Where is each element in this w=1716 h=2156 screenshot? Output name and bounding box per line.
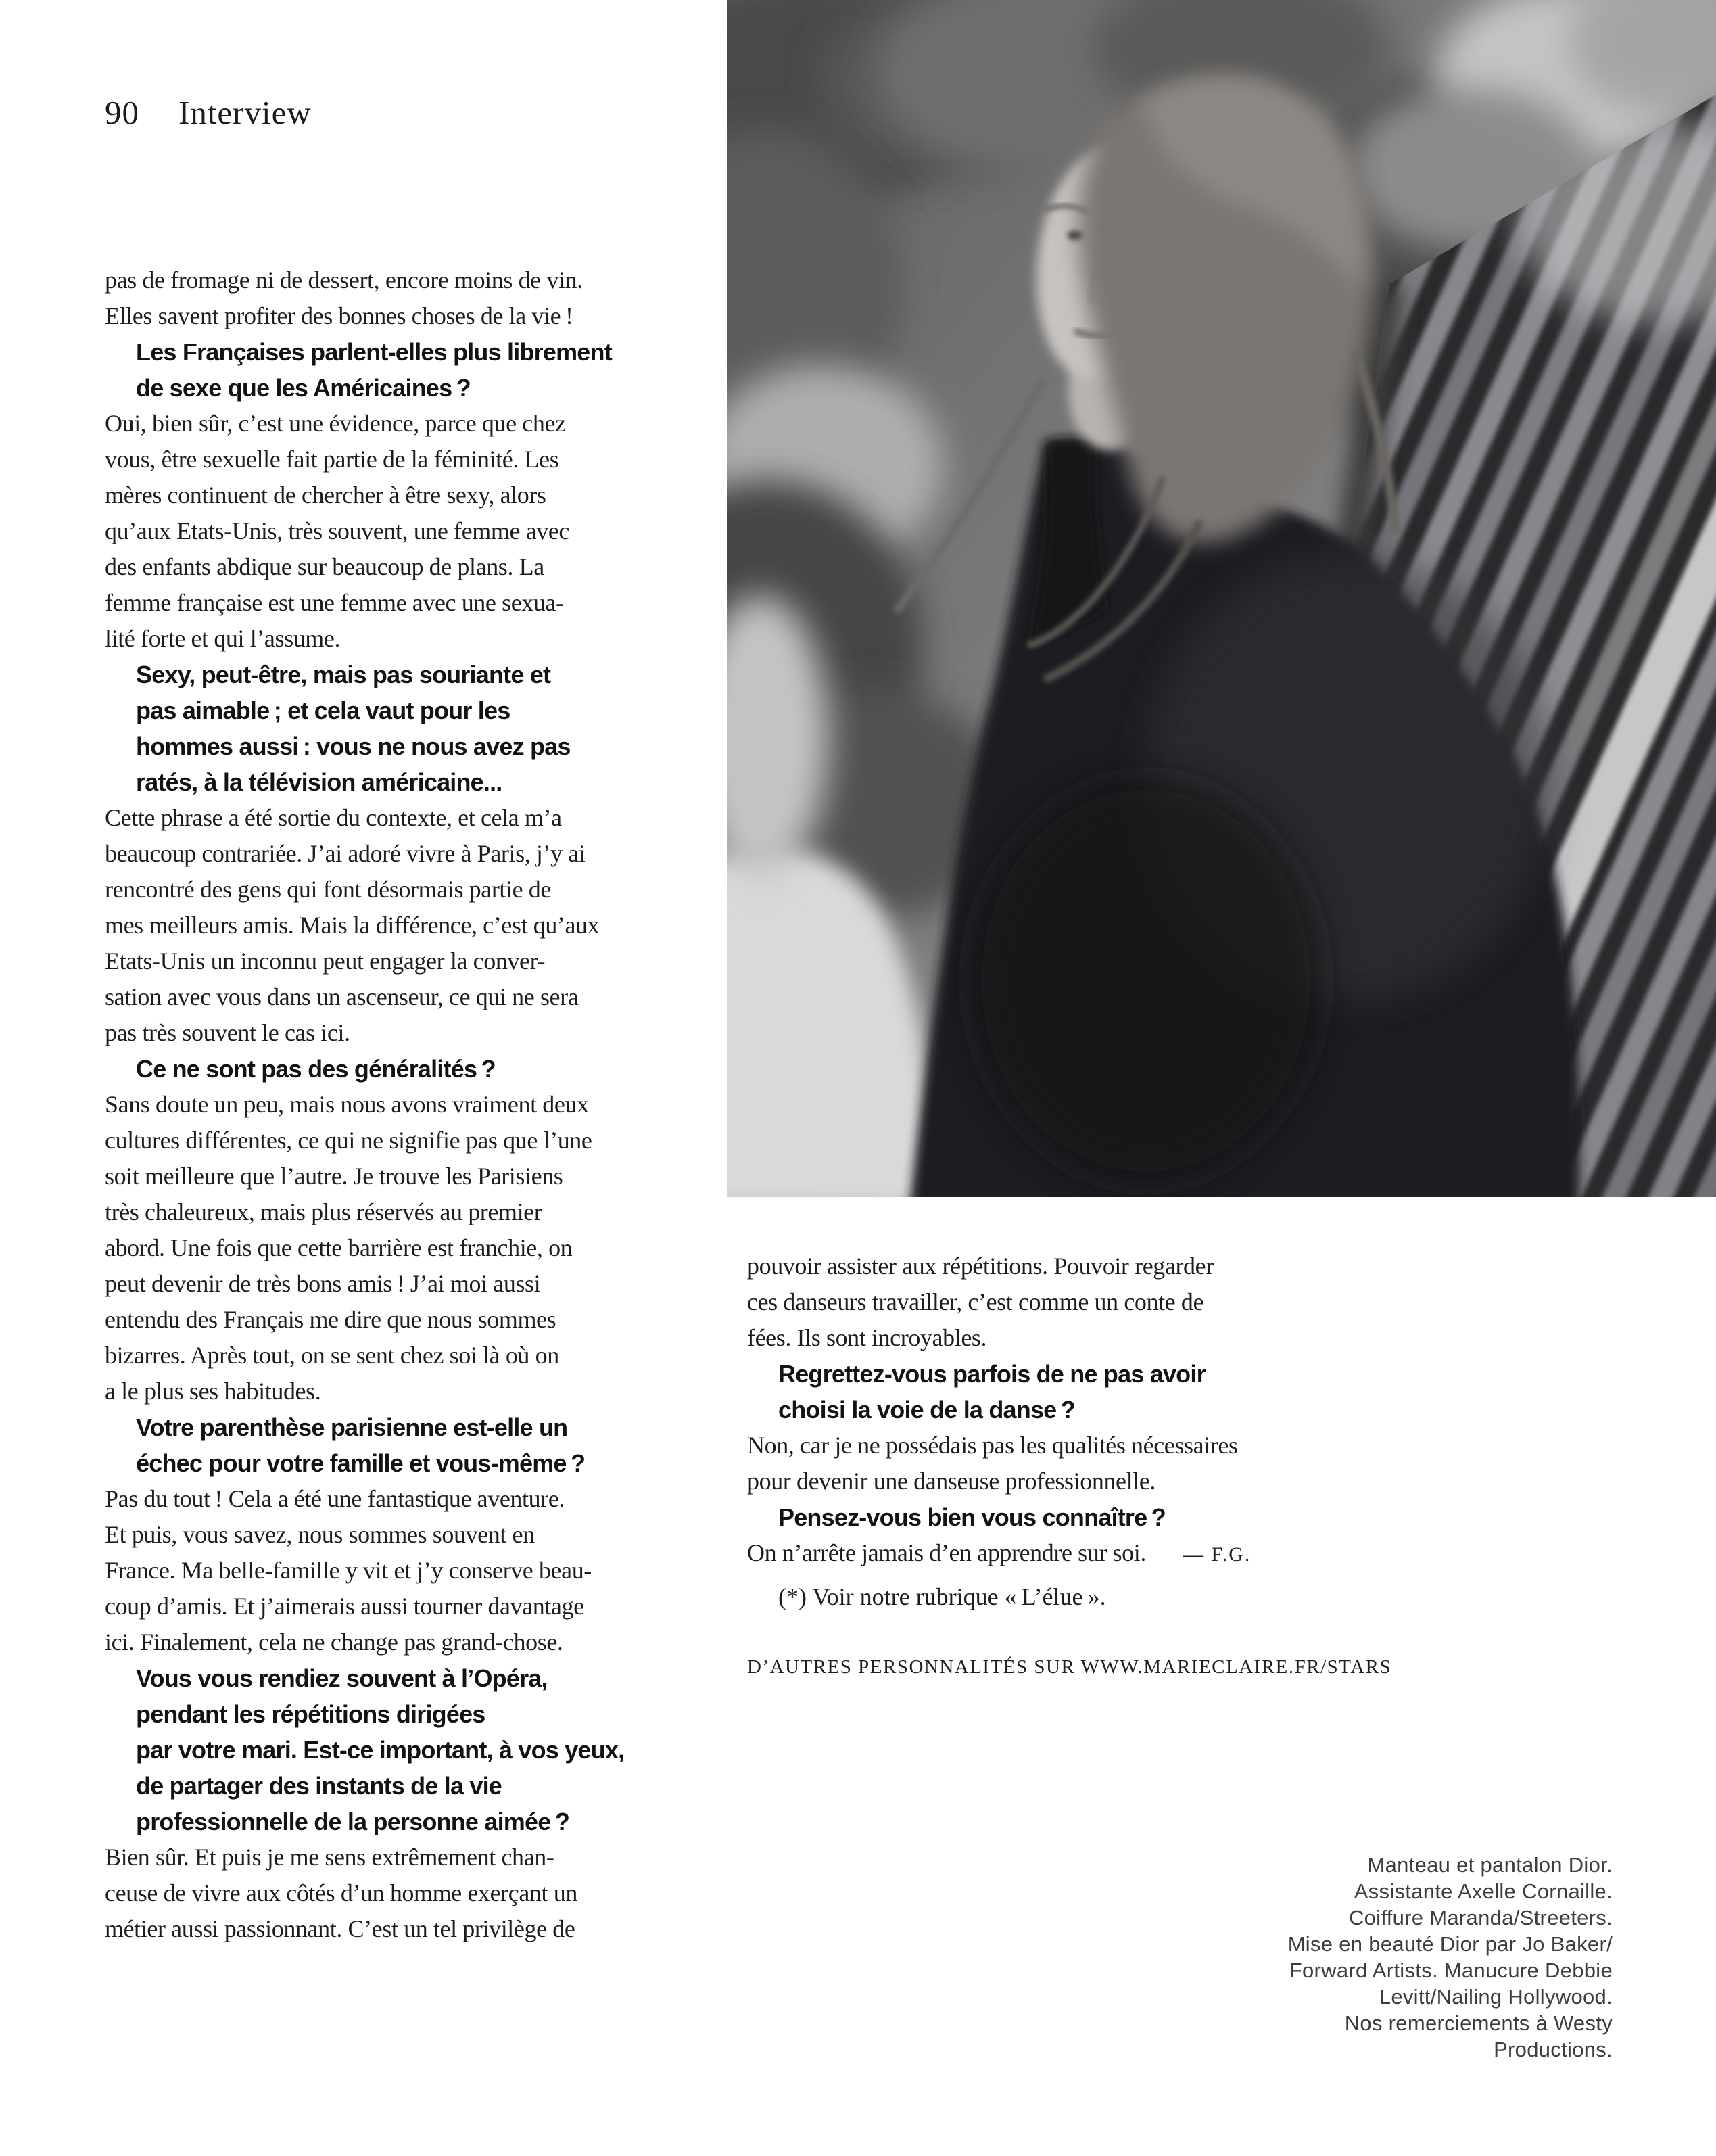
text-line: Sans doute un peu, mais nous avons vraiment deux bbox=[105, 1091, 589, 1118]
text-line: pas aimable ; et cela vaut pour les bbox=[136, 697, 510, 724]
text-line: beaucoup contrariée. J’ai adoré vivre à Paris, j’y ai bbox=[105, 840, 586, 867]
text-line: coup d’amis. Et j’aimerais aussi tourner davantage bbox=[105, 1593, 584, 1620]
text-line: Etats-Unis un inconnu peut engager la conver- bbox=[105, 947, 546, 975]
text-line: mes meilleurs amis. Mais la différence, c’est qu’aux bbox=[105, 912, 600, 939]
text-line: France. Ma belle-famille y vit et j’y conserve beau- bbox=[105, 1557, 592, 1584]
text-line: Regrettez-vous parfois de ne pas avoir bbox=[778, 1360, 1206, 1388]
credits bbox=[1288, 1852, 1613, 2063]
credit-line: Manteau et pantalon Dior. bbox=[1367, 1853, 1613, 1877]
text-line: de sexe que les Américaines ? bbox=[136, 374, 471, 402]
text-line: échec pour votre famille et vous-même ? bbox=[136, 1449, 586, 1477]
text-line: choisi la voie de la danse ? bbox=[778, 1396, 1075, 1424]
text-line: Cette phrase a été sortie du contexte, et cela m’a bbox=[105, 804, 562, 831]
text-line: très chaleureux, mais plus réservés au premier bbox=[105, 1198, 542, 1225]
portrait-photo-graphic bbox=[727, 0, 1716, 1197]
text-line: qu’aux Etats-Unis, très souvent, une femme avec bbox=[105, 517, 569, 544]
text-line: abord. Une fois que cette barrière est franchie, on bbox=[105, 1234, 573, 1261]
text-line: a le plus ses habitudes. bbox=[105, 1378, 321, 1405]
text-line: ici. Finalement, cela ne change pas grand-chose. bbox=[105, 1628, 563, 1656]
text-line: pendant les répétitions dirigées bbox=[136, 1700, 485, 1728]
text-line: hommes aussi : vous ne nous avez pas bbox=[136, 732, 571, 760]
credit-line: Productions. bbox=[1494, 2038, 1613, 2061]
text-line: Sexy, peut-être, mais pas souriante et bbox=[136, 661, 551, 688]
text-line: Votre parenthèse parisienne est-elle un bbox=[136, 1413, 568, 1441]
text-line: soit meilleure que l’autre. Je trouve les Parisiens bbox=[105, 1163, 563, 1190]
text-line: bizarres. Après tout, on se sent chez soi là où on bbox=[105, 1342, 559, 1369]
author-initials: — F.G. bbox=[1183, 1543, 1252, 1566]
text-line: entendu des Français me dire que nous sommes bbox=[105, 1306, 556, 1333]
text-line: Pensez-vous bien vous connaître ? bbox=[778, 1503, 1166, 1531]
text-line: des enfants abdique sur beaucoup de plans. La bbox=[105, 553, 544, 580]
section-title: Interview bbox=[178, 94, 312, 131]
text-line: Pas du tout ! Cela a été une fantastique aventure. bbox=[105, 1485, 565, 1512]
web-reference: D’AUTRES PERSONNALITÉS SUR WWW.MARIECLAIRE.FR/STARS bbox=[747, 1656, 1392, 1678]
text-line: fées. Ils sont incroyables. bbox=[747, 1324, 987, 1351]
text-line: rencontré des gens qui font désormais partie de bbox=[105, 876, 551, 903]
portrait-photo bbox=[727, 0, 1716, 1197]
text-line: lité forte et qui l’assume. bbox=[105, 625, 341, 652]
text-line: pas de fromage ni de dessert, encore moins de vin. bbox=[105, 266, 583, 294]
text-line: pouvoir assister aux répétitions. Pouvoir regarder bbox=[747, 1252, 1214, 1280]
text-line: par votre mari. Est-ce important, à vos yeux, bbox=[136, 1736, 625, 1764]
text-line: Oui, bien sûr, c’est une évidence, parce que chez bbox=[105, 410, 566, 437]
page-header bbox=[105, 93, 312, 132]
text-line: Vous vous rendiez souvent à l’Opéra, bbox=[136, 1664, 548, 1692]
credit-line: Forward Artists. Manucure Debbie bbox=[1289, 1959, 1613, 1982]
footnote: (*) Voir notre rubrique « L’élue ». bbox=[778, 1583, 1106, 1610]
text-line: Bien sûr. Et puis je me sens extrêmement chan- bbox=[105, 1844, 554, 1871]
text-line: Non, car je ne possédais pas les qualités nécessaires bbox=[747, 1432, 1238, 1459]
text-line: peut devenir de très bons amis ! J’ai moi aussi bbox=[105, 1270, 541, 1297]
text-line: cultures différentes, ce qui ne signifie pas que l’une bbox=[105, 1127, 592, 1154]
text-line: Elles savent profiter des bonnes choses de la vie ! bbox=[105, 302, 573, 329]
credit-line: Mise en beauté Dior par Jo Baker/ bbox=[1287, 1932, 1613, 1956]
text-line: sation avec vous dans un ascenseur, ce qui ne sera bbox=[105, 983, 579, 1010]
text-line: Ce ne sont pas des généralités ? bbox=[136, 1055, 496, 1083]
text-line: Et puis, vous savez, nous sommes souvent en bbox=[105, 1521, 535, 1548]
credit-line: Coiffure Maranda/Streeters. bbox=[1348, 1906, 1613, 1929]
text-line: On n’arrête jamais d’en apprendre sur soi. — F.G. bbox=[747, 1539, 1252, 1566]
text-line: ces danseurs travailler, c’est comme un conte de bbox=[747, 1288, 1204, 1315]
credit-line: Nos remerciements à Westy bbox=[1344, 2011, 1613, 2035]
text-line: ceuse de vivre aux côtés d’un homme exerçant un bbox=[105, 1879, 577, 1906]
text-line: de partager des instants de la vie bbox=[136, 1772, 502, 1800]
page-number: 90 bbox=[105, 94, 139, 131]
text-line: pour devenir une danseuse professionnelle. bbox=[747, 1468, 1156, 1495]
text-line: mères continuent de chercher à être sexy, alors bbox=[105, 482, 546, 509]
text-line: femme française est une femme avec une sexua- bbox=[105, 589, 564, 616]
right-column bbox=[747, 1248, 1400, 1571]
left-column bbox=[105, 262, 703, 1947]
text-line: métier aussi passionnant. C’est un tel privilège de bbox=[105, 1915, 575, 1942]
text-line: vous, être sexuelle fait partie de la féminité. Les bbox=[105, 446, 559, 473]
credit-line: Levitt/Nailing Hollywood. bbox=[1379, 1985, 1613, 2009]
text-line: Les Françaises parlent-elles plus librement bbox=[136, 338, 612, 366]
text-line: professionnelle de la personne aimée ? bbox=[136, 1808, 570, 1835]
credit-line: Assistante Axelle Cornaille. bbox=[1354, 1879, 1613, 1903]
text-line: ratés, à la télévision américaine... bbox=[136, 768, 502, 796]
text-line: pas très souvent le cas ici. bbox=[105, 1019, 350, 1046]
